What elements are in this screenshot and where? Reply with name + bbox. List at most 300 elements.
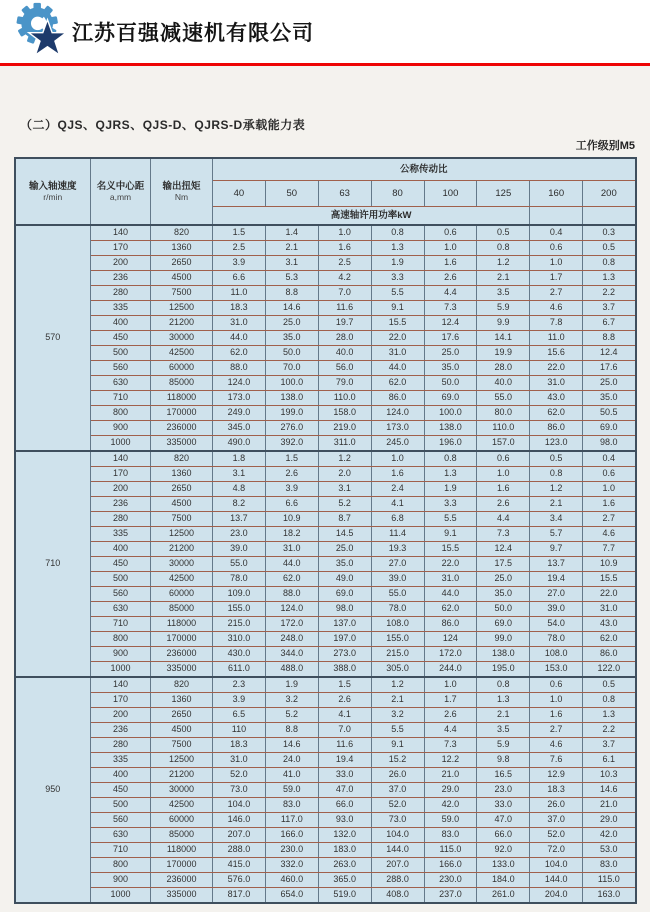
power-value: 69.0 (424, 391, 477, 406)
output-torque-value: 1360 (151, 693, 213, 708)
center-distance-value: 236 (91, 723, 151, 738)
power-value: 0.5 (477, 225, 530, 241)
power-value: 22.0 (583, 587, 636, 602)
power-value: 50.0 (265, 346, 318, 361)
center-distance-value: 170 (91, 241, 151, 256)
table-row (15, 738, 636, 753)
power-value: 99.0 (477, 632, 530, 647)
power-value: 430.0 (213, 647, 266, 662)
col-header-input-speed: 输入轴速度 r/min (15, 158, 91, 225)
power-value: 173.0 (371, 421, 424, 436)
power-value: 288.0 (213, 843, 266, 858)
power-value: 124 (424, 632, 477, 647)
power-value: 288.0 (371, 873, 424, 888)
power-value: 9.8 (477, 753, 530, 768)
power-value: 1.3 (583, 708, 636, 723)
power-value: 12.9 (530, 768, 583, 783)
table-row (15, 783, 636, 798)
output-torque-value: 30000 (151, 783, 213, 798)
output-torque-value: 170000 (151, 632, 213, 647)
center-distance-value: 335 (91, 753, 151, 768)
power-value: 5.2 (265, 708, 318, 723)
power-value: 5.9 (477, 301, 530, 316)
power-value: 6.1 (583, 753, 636, 768)
output-torque-value: 236000 (151, 647, 213, 662)
power-value: 14.6 (583, 783, 636, 798)
center-distance-value: 560 (91, 587, 151, 602)
power-value: 19.4 (318, 753, 371, 768)
power-value: 2.1 (530, 497, 583, 512)
power-value: 80.0 (477, 406, 530, 421)
col-header-center-distance-unit: a,mm (109, 191, 132, 202)
power-value: 7.3 (424, 301, 477, 316)
power-value: 11.4 (371, 527, 424, 542)
table-row (15, 301, 636, 316)
center-distance-value: 900 (91, 421, 151, 436)
power-value: 3.9 (265, 482, 318, 497)
output-torque-value: 21200 (151, 542, 213, 557)
power-value: 62.0 (424, 602, 477, 617)
power-value: 78.0 (530, 632, 583, 647)
power-value: 207.0 (213, 828, 266, 843)
power-value: 124.0 (371, 406, 424, 421)
power-value: 26.0 (530, 798, 583, 813)
power-value: 1.6 (530, 708, 583, 723)
power-value: 47.0 (318, 783, 371, 798)
output-torque-value: 7500 (151, 286, 213, 301)
power-value: 28.0 (318, 331, 371, 346)
power-value: 54.0 (530, 617, 583, 632)
power-value: 31.0 (213, 753, 266, 768)
power-value: 1.3 (424, 467, 477, 482)
power-value: 1.0 (530, 693, 583, 708)
power-value: 0.4 (583, 451, 636, 467)
center-distance-value: 170 (91, 693, 151, 708)
power-value: 9.9 (477, 316, 530, 331)
power-value: 100.0 (265, 376, 318, 391)
center-distance-value: 335 (91, 301, 151, 316)
power-value: 92.0 (477, 843, 530, 858)
power-value: 109.0 (213, 587, 266, 602)
power-value: 15.5 (583, 572, 636, 587)
power-value: 133.0 (477, 858, 530, 873)
power-value: 62.0 (213, 346, 266, 361)
power-value: 163.0 (583, 888, 636, 904)
ratio-header: 50 (265, 181, 318, 207)
power-value: 39.0 (213, 542, 266, 557)
output-torque-value: 335000 (151, 662, 213, 678)
power-value: 86.0 (583, 647, 636, 662)
center-distance-value: 630 (91, 828, 151, 843)
power-value: 9.7 (530, 542, 583, 557)
table-row (15, 361, 636, 376)
center-distance-value: 280 (91, 286, 151, 301)
power-value: 305.0 (371, 662, 424, 678)
power-value: 2.7 (530, 286, 583, 301)
power-value: 490.0 (213, 436, 266, 452)
power-value: 6.7 (583, 316, 636, 331)
power-row-label: 高速轴许用功率kW (213, 207, 530, 226)
output-torque-value: 4500 (151, 497, 213, 512)
power-value: 1.6 (371, 467, 424, 482)
power-value: 69.0 (318, 587, 371, 602)
power-value: 39.0 (530, 602, 583, 617)
center-distance-value: 140 (91, 225, 151, 241)
power-value: 1.3 (371, 241, 424, 256)
center-distance-value: 450 (91, 557, 151, 572)
power-value: 33.0 (477, 798, 530, 813)
center-distance-value: 236 (91, 497, 151, 512)
power-value: 86.0 (530, 421, 583, 436)
center-distance-value: 170 (91, 467, 151, 482)
power-value: 1.9 (265, 677, 318, 693)
power-value: 2.1 (477, 271, 530, 286)
input-speed-value: 950 (15, 677, 91, 903)
input-speed-value: 570 (15, 225, 91, 451)
table-row (15, 677, 636, 693)
power-value: 19.9 (477, 346, 530, 361)
center-distance-value: 450 (91, 783, 151, 798)
power-value: 365.0 (318, 873, 371, 888)
power-value: 0.3 (583, 225, 636, 241)
power-value: 50.0 (424, 376, 477, 391)
output-torque-value: 1360 (151, 467, 213, 482)
output-torque-value: 170000 (151, 406, 213, 421)
power-value: 2.0 (318, 467, 371, 482)
power-value: 98.0 (583, 436, 636, 452)
power-value: 310.0 (213, 632, 266, 647)
center-distance-value: 900 (91, 873, 151, 888)
power-value: 1.4 (265, 225, 318, 241)
power-value: 39.0 (371, 572, 424, 587)
table-row (15, 768, 636, 783)
power-value: 50.5 (583, 406, 636, 421)
power-value: 173.0 (213, 391, 266, 406)
power-value: 27.0 (530, 587, 583, 602)
power-value: 5.9 (477, 738, 530, 753)
power-value: 100.0 (424, 406, 477, 421)
table-row (15, 873, 636, 888)
power-value: 0.6 (477, 451, 530, 467)
power-value: 215.0 (213, 617, 266, 632)
power-value: 44.0 (371, 361, 424, 376)
power-value: 37.0 (371, 783, 424, 798)
power-value: 3.5 (477, 723, 530, 738)
center-distance-value: 560 (91, 361, 151, 376)
power-value: 88.0 (265, 587, 318, 602)
capacity-table (14, 157, 637, 904)
center-distance-value: 1000 (91, 662, 151, 678)
power-value: 35.0 (583, 391, 636, 406)
power-value: 1.3 (477, 693, 530, 708)
power-value: 1.2 (371, 677, 424, 693)
power-value: 53.0 (583, 843, 636, 858)
power-value: 124.0 (213, 376, 266, 391)
power-value: 7.3 (424, 738, 477, 753)
table-row (15, 346, 636, 361)
table-row (15, 391, 636, 406)
power-value: 172.0 (265, 617, 318, 632)
center-distance-value: 450 (91, 331, 151, 346)
power-value: 0.5 (530, 451, 583, 467)
power-value: 122.0 (583, 662, 636, 678)
power-value: 42.0 (424, 798, 477, 813)
center-distance-value: 140 (91, 677, 151, 693)
power-value: 388.0 (318, 662, 371, 678)
power-value: 263.0 (318, 858, 371, 873)
power-value: 6.8 (371, 512, 424, 527)
power-value: 576.0 (213, 873, 266, 888)
center-distance-value: 710 (91, 617, 151, 632)
power-value: 0.8 (477, 241, 530, 256)
power-value: 1.3 (583, 271, 636, 286)
power-value: 1.0 (424, 677, 477, 693)
power-value: 86.0 (424, 617, 477, 632)
center-distance-value: 400 (91, 768, 151, 783)
table-row (15, 602, 636, 617)
power-value: 3.3 (371, 271, 424, 286)
power-value: 6.6 (265, 497, 318, 512)
power-value: 144.0 (530, 873, 583, 888)
power-value: 69.0 (477, 617, 530, 632)
output-torque-value: 30000 (151, 331, 213, 346)
power-value: 3.2 (265, 693, 318, 708)
power-value: 18.3 (213, 301, 266, 316)
power-value: 0.8 (371, 225, 424, 241)
table-row (15, 406, 636, 421)
power-value: 4.4 (477, 512, 530, 527)
power-value: 21.0 (424, 768, 477, 783)
center-distance-value: 236 (91, 271, 151, 286)
power-value: 1.2 (477, 256, 530, 271)
power-value: 1.9 (424, 482, 477, 497)
power-value: 108.0 (371, 617, 424, 632)
power-value: 199.0 (265, 406, 318, 421)
output-torque-value: 2650 (151, 256, 213, 271)
power-value: 155.0 (213, 602, 266, 617)
power-value: 12.2 (424, 753, 477, 768)
power-value: 44.0 (424, 587, 477, 602)
power-value: 26.0 (371, 768, 424, 783)
power-value: 86.0 (371, 391, 424, 406)
power-value: 215.0 (371, 647, 424, 662)
power-value: 19.7 (318, 316, 371, 331)
power-value: 7.0 (318, 723, 371, 738)
power-value: 1.2 (318, 451, 371, 467)
company-logo-gear-star-icon (12, 1, 68, 62)
power-value: 1.5 (318, 677, 371, 693)
table-row (15, 497, 636, 512)
table-row (15, 376, 636, 391)
center-distance-value: 335 (91, 527, 151, 542)
power-value: 124.0 (265, 602, 318, 617)
power-value: 344.0 (265, 647, 318, 662)
power-value: 10.9 (583, 557, 636, 572)
power-value: 7.8 (530, 316, 583, 331)
power-value: 70.0 (265, 361, 318, 376)
power-value: 2.3 (213, 677, 266, 693)
power-value: 49.0 (318, 572, 371, 587)
power-value: 7.6 (530, 753, 583, 768)
power-value: 2.6 (318, 693, 371, 708)
page-content (0, 66, 650, 912)
section-title: （二）QJS、QJRS、QJS-D、QJRS-D承载能力表 (20, 118, 306, 132)
power-value: 4.1 (371, 497, 424, 512)
output-torque-value: 118000 (151, 617, 213, 632)
table-row (15, 467, 636, 482)
center-distance-value: 800 (91, 406, 151, 421)
table-row (15, 813, 636, 828)
table-row (15, 436, 636, 452)
power-value: 0.5 (583, 241, 636, 256)
output-torque-value: 85000 (151, 602, 213, 617)
output-torque-value: 236000 (151, 421, 213, 436)
power-value: 11.0 (213, 286, 266, 301)
power-value: 14.6 (265, 301, 318, 316)
power-value: 31.0 (424, 572, 477, 587)
power-value: 78.0 (371, 602, 424, 617)
power-value: 52.0 (371, 798, 424, 813)
table-row (15, 271, 636, 286)
table-row (15, 662, 636, 678)
power-value: 0.5 (583, 677, 636, 693)
center-distance-value: 200 (91, 256, 151, 271)
power-value: 5.7 (530, 527, 583, 542)
table-row (15, 647, 636, 662)
power-value: 50.0 (477, 602, 530, 617)
power-value: 158.0 (318, 406, 371, 421)
power-value: 10.3 (583, 768, 636, 783)
col-header-output-torque: 输出扭矩 Nm (151, 158, 213, 225)
power-value: 12.4 (583, 346, 636, 361)
table-row (15, 557, 636, 572)
power-value: 166.0 (265, 828, 318, 843)
power-value: 110 (213, 723, 266, 738)
power-row-empty-cell (530, 207, 583, 226)
power-value: 2.6 (424, 271, 477, 286)
power-value: 138.0 (477, 647, 530, 662)
power-value: 654.0 (265, 888, 318, 904)
power-value: 4.2 (318, 271, 371, 286)
power-value: 35.0 (318, 557, 371, 572)
power-value: 9.1 (371, 738, 424, 753)
center-distance-value: 800 (91, 858, 151, 873)
power-value: 460.0 (265, 873, 318, 888)
output-torque-value: 1360 (151, 241, 213, 256)
center-distance-value: 280 (91, 738, 151, 753)
table-row (15, 798, 636, 813)
power-value: 25.0 (424, 346, 477, 361)
power-value: 25.0 (265, 316, 318, 331)
output-torque-value: 12500 (151, 301, 213, 316)
power-value: 138.0 (265, 391, 318, 406)
power-value: 3.4 (530, 512, 583, 527)
power-value: 3.2 (371, 708, 424, 723)
power-value: 0.4 (530, 225, 583, 241)
power-value: 1.0 (371, 451, 424, 467)
table-row (15, 723, 636, 738)
center-distance-value: 500 (91, 798, 151, 813)
site-header (0, 0, 650, 63)
power-value: 488.0 (265, 662, 318, 678)
power-value: 12.4 (424, 316, 477, 331)
power-value: 1.0 (477, 467, 530, 482)
table-row (15, 693, 636, 708)
power-value: 11.6 (318, 301, 371, 316)
power-value: 62.0 (530, 406, 583, 421)
ratio-header: 200 (583, 181, 636, 207)
power-value: 18.3 (530, 783, 583, 798)
power-value: 8.8 (265, 723, 318, 738)
power-value: 17.5 (477, 557, 530, 572)
power-value: 0.6 (530, 241, 583, 256)
power-value: 1.0 (318, 225, 371, 241)
power-value: 157.0 (477, 436, 530, 452)
power-value: 184.0 (477, 873, 530, 888)
power-value: 2.2 (583, 723, 636, 738)
power-value: 5.5 (371, 723, 424, 738)
output-torque-value: 118000 (151, 843, 213, 858)
col-header-ratio-group: 公称传动比 (213, 158, 636, 181)
power-value: 25.0 (477, 572, 530, 587)
power-value: 117.0 (265, 813, 318, 828)
table-row (15, 617, 636, 632)
power-value: 7.3 (477, 527, 530, 542)
output-torque-value: 85000 (151, 376, 213, 391)
power-value: 230.0 (424, 873, 477, 888)
power-value: 83.0 (583, 858, 636, 873)
power-value: 52.0 (530, 828, 583, 843)
power-value: 69.0 (583, 421, 636, 436)
power-value: 22.0 (530, 361, 583, 376)
power-value: 332.0 (265, 858, 318, 873)
power-value: 73.0 (371, 813, 424, 828)
power-value: 1.6 (477, 482, 530, 497)
power-value: 104.0 (530, 858, 583, 873)
power-value: 2.7 (583, 512, 636, 527)
output-torque-value: 60000 (151, 813, 213, 828)
power-value: 14.5 (318, 527, 371, 542)
power-value: 59.0 (424, 813, 477, 828)
power-value: 2.2 (583, 286, 636, 301)
power-value: 55.0 (213, 557, 266, 572)
power-value: 35.0 (265, 331, 318, 346)
power-value: 40.0 (318, 346, 371, 361)
output-torque-value: 60000 (151, 587, 213, 602)
power-value: 88.0 (213, 361, 266, 376)
center-distance-value: 710 (91, 843, 151, 858)
table-row (15, 753, 636, 768)
power-value: 155.0 (371, 632, 424, 647)
power-value: 5.5 (424, 512, 477, 527)
power-value: 11.6 (318, 738, 371, 753)
power-value: 137.0 (318, 617, 371, 632)
power-value: 197.0 (318, 632, 371, 647)
ratio-header: 63 (318, 181, 371, 207)
power-value: 0.8 (477, 677, 530, 693)
table-row (15, 527, 636, 542)
output-torque-value: 820 (151, 451, 213, 467)
power-value: 196.0 (424, 436, 477, 452)
output-torque-value: 85000 (151, 828, 213, 843)
power-value: 153.0 (530, 662, 583, 678)
power-value: 3.7 (583, 301, 636, 316)
ratio-header: 40 (213, 181, 266, 207)
output-torque-value: 42500 (151, 798, 213, 813)
power-value: 3.1 (265, 256, 318, 271)
power-value: 104.0 (371, 828, 424, 843)
power-value: 37.0 (530, 813, 583, 828)
